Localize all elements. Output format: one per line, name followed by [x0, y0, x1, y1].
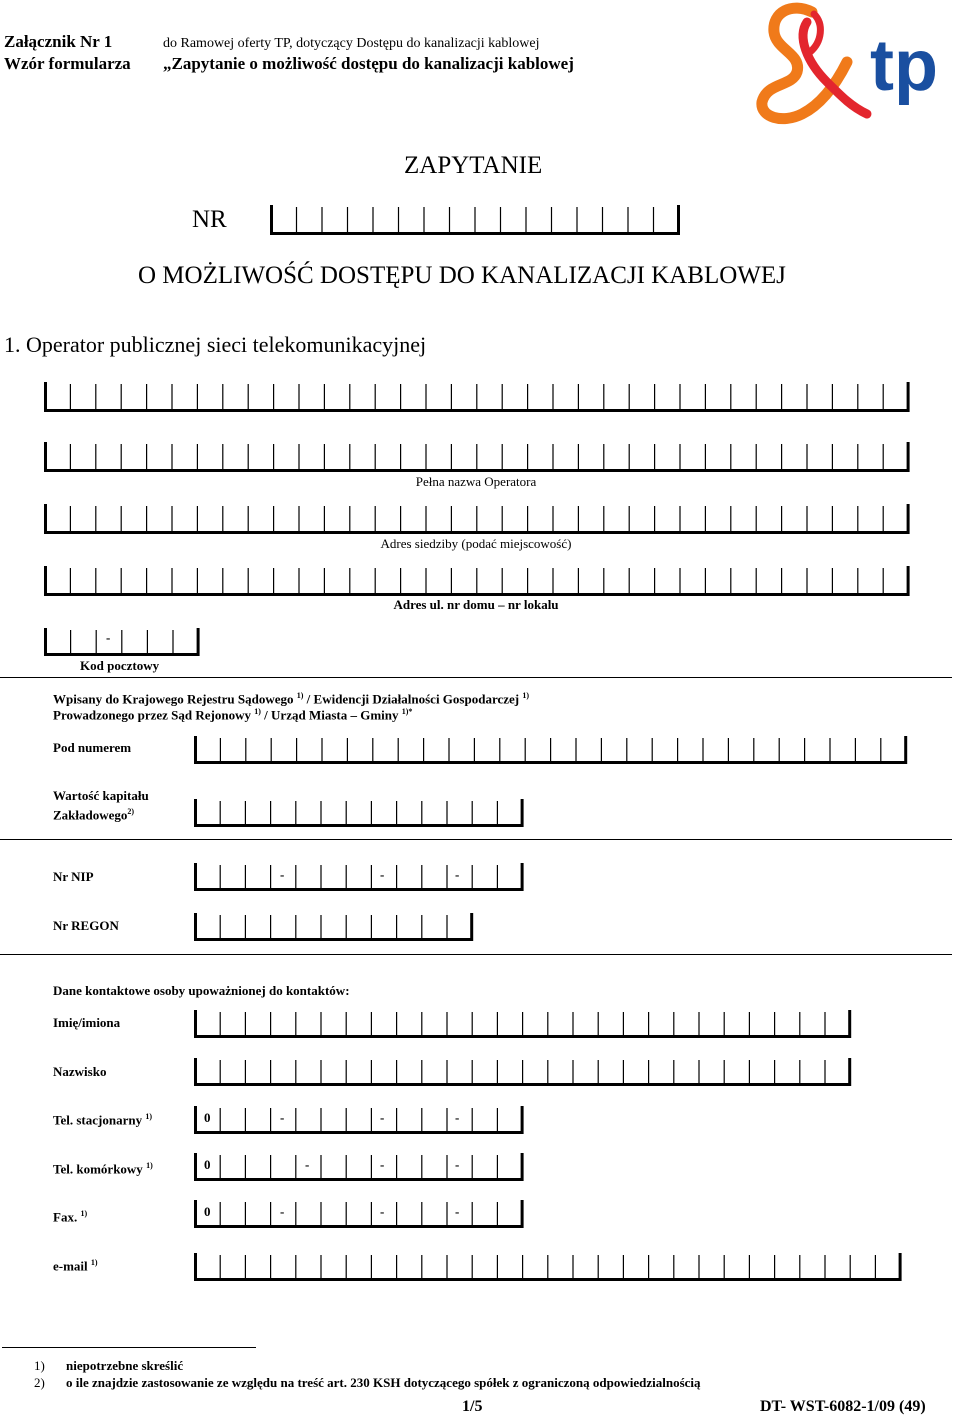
registry-number-field[interactable] — [194, 736, 910, 766]
mobile-sup: 1) — [146, 1161, 153, 1170]
footnote-2-number: 2) — [34, 1375, 45, 1390]
page-title: ZAPYTANIE — [404, 152, 543, 179]
landline-zero: 0 — [204, 1110, 211, 1125]
document-id: DT- WST-6082-1/09 (49) — [760, 1398, 926, 1415]
mobile-zero: 0 — [204, 1157, 211, 1172]
caption-full-name: Pełna nazwa Operatora — [415, 474, 537, 489]
regon-field[interactable] — [194, 913, 476, 943]
regon-label: Nr REGON — [53, 918, 119, 933]
capital-label — [53, 788, 149, 823]
fax-dash-2: - — [380, 1204, 385, 1219]
caption-street-address: Adres ul. nr domu – nr lokalu — [393, 597, 559, 612]
street-address-cells[interactable] — [44, 566, 912, 598]
page-number: 1/5 — [462, 1398, 483, 1415]
registry-number-cells[interactable] — [194, 736, 910, 766]
registry-sup-1: 1) — [296, 691, 304, 700]
nr-label: NR — [192, 206, 227, 233]
mobile-field[interactable] — [194, 1153, 526, 1183]
capital-field[interactable] — [194, 799, 526, 829]
postal-code-field[interactable] — [44, 628, 202, 658]
annex-title: Załącznik Nr 1 — [4, 32, 113, 51]
registry-text-2: Prowadzonego przez Sąd Rejonowy — [53, 707, 251, 723]
landline-label-text: Tel. stacjonarny — [53, 1112, 143, 1128]
landline-dash-2: - — [380, 1110, 385, 1125]
footnote-1-text: niepotrzebne skreślić — [66, 1358, 184, 1373]
registry-text-1b: / Ewidencji Działalności Gospodarczej — [306, 691, 520, 707]
nip-cells[interactable] — [194, 863, 526, 893]
landline-dash-1: - — [280, 1110, 285, 1125]
email-field[interactable] — [194, 1253, 904, 1283]
last-name-field[interactable] — [194, 1058, 854, 1088]
nr-field[interactable] — [270, 205, 682, 237]
caption-postal-code: Kod pocztowy — [80, 658, 160, 673]
mobile-dash-2: - — [380, 1157, 385, 1172]
registry-sup-1b: 1) — [522, 691, 530, 700]
postal-dash: - — [106, 630, 111, 645]
form-title: Wzór formularza — [4, 54, 131, 73]
contact-heading: Dane kontaktowe osoby upoważnionej do kontaktów: — [53, 983, 350, 998]
landline-sup: 1) — [145, 1112, 152, 1121]
divider — [0, 677, 952, 678]
annex-description: do Ramowej oferty TP, dotyczący Dostępu do kanalizacji kablowej — [163, 36, 540, 51]
capital-cells[interactable] — [194, 799, 526, 829]
capital-label-line-2 — [53, 804, 149, 823]
divider — [0, 839, 952, 840]
nip-dash-2: - — [380, 867, 385, 882]
footnote-2-text: o ile znajdzie zastosowanie ze względu na treść art. 230 KSH dotyczącego spółek z ograniczoną odpowiedzialnością — [66, 1375, 701, 1390]
footnote-divider — [2, 1347, 256, 1348]
fax-dash-3: - — [455, 1204, 460, 1219]
landline-label — [53, 1112, 152, 1128]
nip-dash-3: - — [455, 867, 460, 882]
nip-dash-1: - — [280, 867, 285, 882]
first-name-cells[interactable] — [194, 1010, 854, 1040]
registry-sup-2b: 1)* — [401, 707, 413, 716]
logo-text: tp — [870, 26, 938, 106]
operator-name-field-1[interactable] — [44, 382, 912, 414]
nip-label: Nr NIP — [53, 869, 94, 884]
street-address-field[interactable] — [44, 566, 912, 598]
fax-zero: 0 — [204, 1204, 211, 1219]
landline-cells[interactable] — [194, 1106, 526, 1136]
section-heading-operator: 1. Operator publicznej sieci telekomunikacyjnej — [4, 332, 427, 357]
last-name-label: Nazwisko — [53, 1064, 107, 1079]
capital-label-line-1: Wartość kapitału — [53, 788, 149, 803]
fax-label-text: Fax. — [53, 1209, 78, 1225]
mobile-dash-3: - — [455, 1157, 460, 1172]
email-label-text: e-mail — [53, 1258, 88, 1274]
email-cells[interactable] — [194, 1253, 904, 1283]
mobile-dash-1: - — [305, 1157, 310, 1172]
mobile-label-text: Tel. komórkowy — [53, 1161, 143, 1177]
first-name-label: Imię/imiona — [53, 1015, 121, 1030]
email-sup: 1) — [90, 1258, 98, 1267]
capital-label-text-2: Zakładowego — [53, 807, 128, 823]
registry-sup-2: 1) — [254, 707, 261, 716]
fax-cells[interactable] — [194, 1200, 526, 1230]
fax-field[interactable] — [194, 1200, 526, 1230]
registry-text-1: Wpisany do Krajowego Rejestru Sądowego — [53, 691, 294, 707]
operator-name-cells-1[interactable] — [44, 382, 912, 414]
caption-seat-address: Adres siedziby (podać miejscowość) — [380, 536, 572, 551]
fax-sup: 1) — [80, 1209, 88, 1218]
registry-number-label: Pod numerem — [53, 740, 132, 755]
landline-field[interactable] — [194, 1106, 526, 1136]
registry-line-2 — [53, 707, 412, 723]
postal-code-cells[interactable] — [44, 628, 202, 658]
landline-dash-3: - — [455, 1110, 460, 1125]
seat-address-field[interactable] — [44, 504, 912, 536]
page-subtitle: O MOŻLIWOŚĆ DOSTĘPU DO KANALIZACJI KABLOWEJ — [138, 262, 786, 289]
registry-text-2b: / Urząd Miasta – Gminy — [264, 707, 399, 723]
mobile-cells[interactable] — [194, 1153, 526, 1183]
email-label — [53, 1258, 98, 1274]
capital-sup: 2) — [127, 807, 135, 816]
nr-field-cells[interactable] — [270, 205, 682, 237]
form-name: „Zapytanie o możliwość dostępu do kanalizacji kablowej — [163, 54, 574, 73]
regon-cells[interactable] — [194, 913, 476, 943]
divider — [0, 954, 952, 955]
mobile-label — [53, 1161, 153, 1177]
first-name-field[interactable] — [194, 1010, 854, 1040]
footnote-1-number: 1) — [34, 1358, 45, 1373]
operator-name-field-2[interactable] — [44, 442, 912, 474]
nip-field[interactable] — [194, 863, 526, 893]
tp-logo-mark — [752, 2, 958, 128]
tp-logo — [752, 2, 958, 128]
operator-name-cells-2[interactable] — [44, 442, 912, 474]
fax-label — [53, 1209, 87, 1225]
registry-line-1 — [53, 691, 529, 707]
last-name-cells[interactable] — [194, 1058, 854, 1088]
seat-address-cells[interactable] — [44, 504, 912, 536]
fax-dash-1: - — [280, 1204, 285, 1219]
